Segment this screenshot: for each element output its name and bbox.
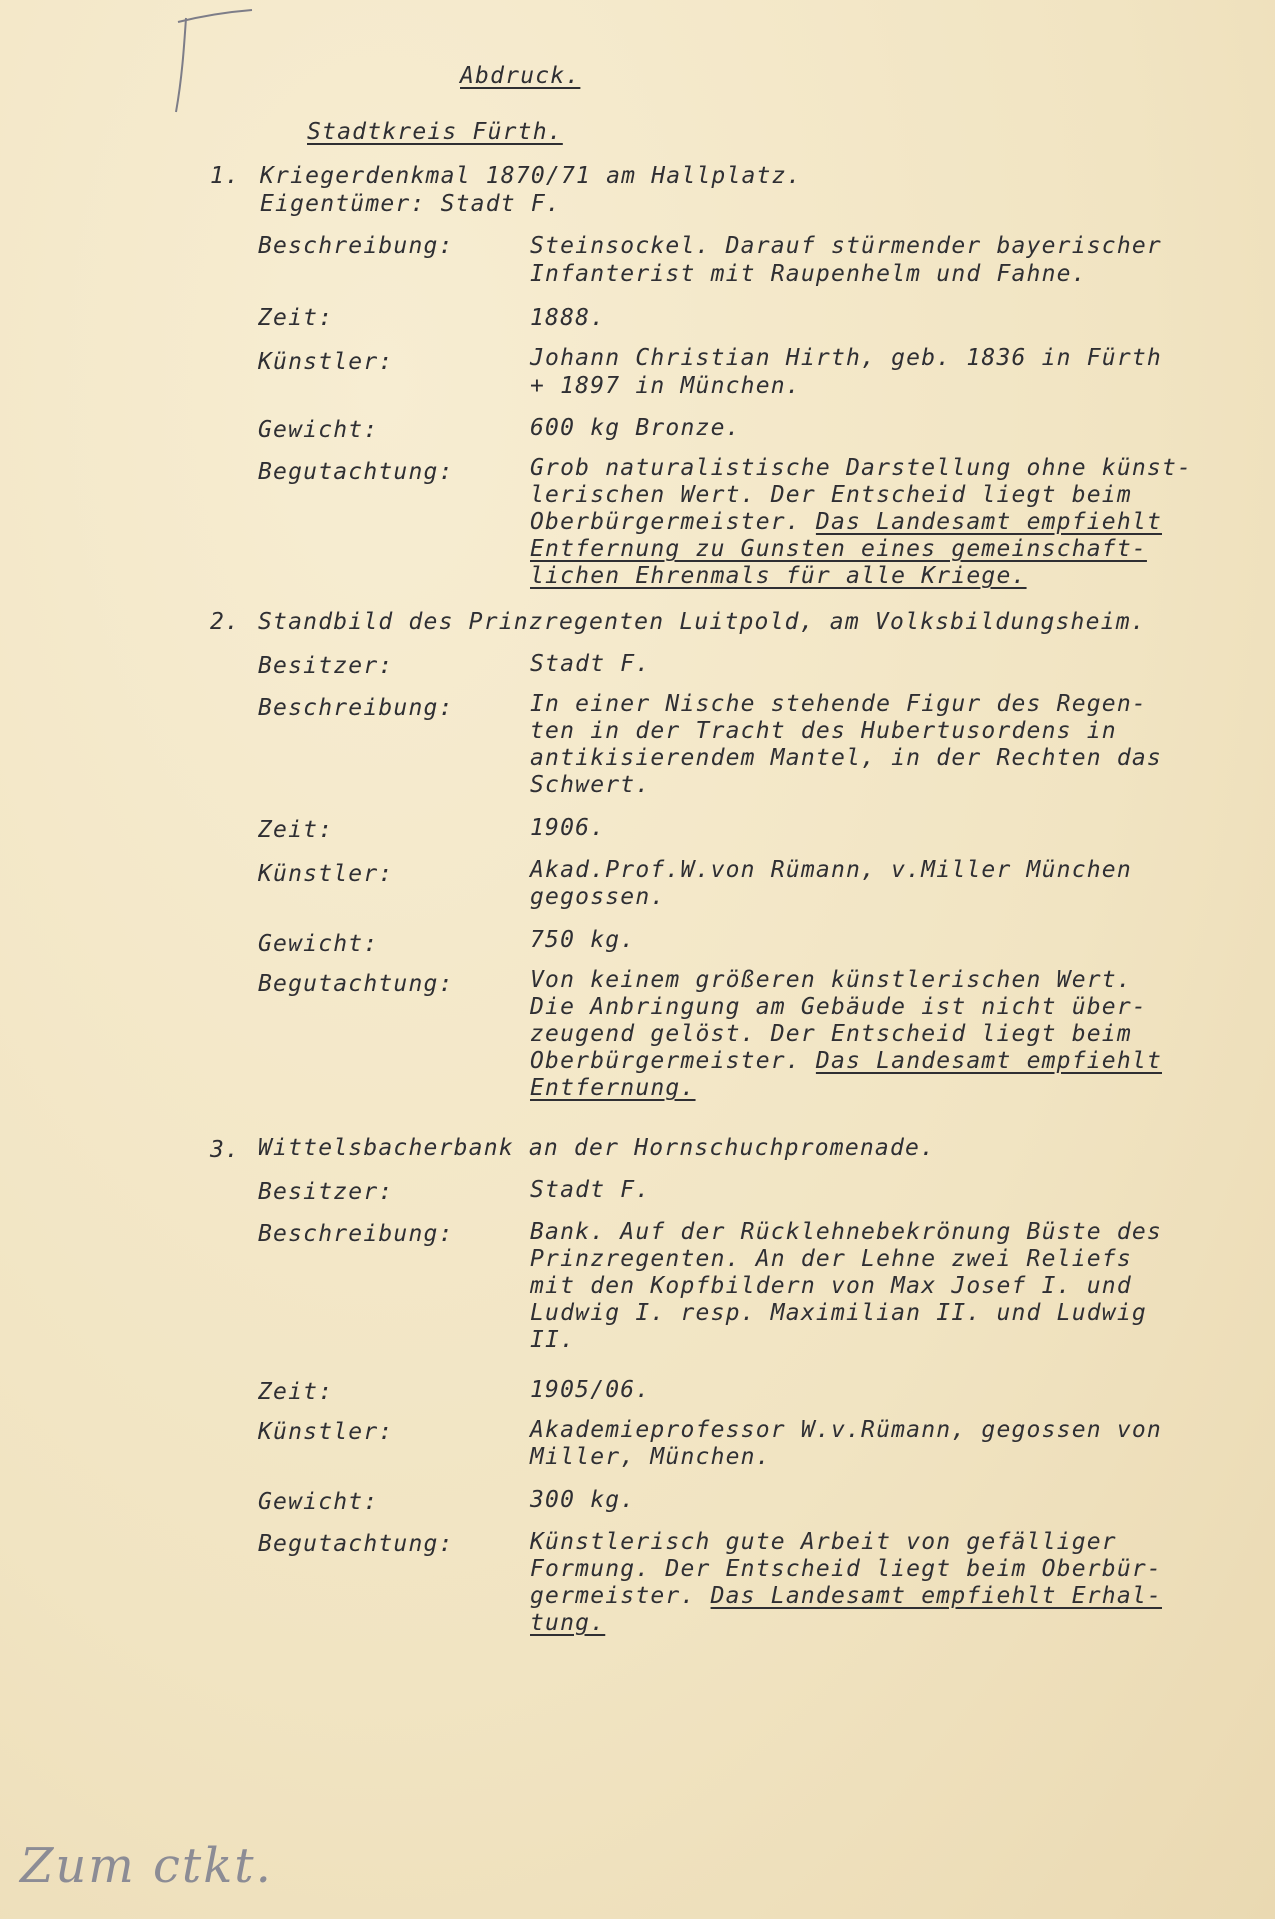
entry-3-kuenstler-line: Akademieprofessor W.v.Rümann, gegossen von bbox=[530, 1417, 1162, 1443]
entry-3-begutachtung-line bbox=[530, 1582, 1162, 1610]
entry-2-gewicht: 750 kg. bbox=[530, 927, 636, 953]
entry-3-gewicht: 300 kg. bbox=[530, 1487, 636, 1513]
entry-2-begutachtung-line bbox=[530, 1047, 1162, 1075]
entry-3-begutachtung-line: Künstlerisch gute Arbeit von gefälliger bbox=[530, 1529, 1117, 1555]
entry-2-beschreibung-line: ten in der Tracht des Hubertusordens in bbox=[530, 718, 1117, 744]
entry-2-number: 2. bbox=[210, 609, 241, 635]
begutachtung-text: germeister. bbox=[530, 1583, 711, 1609]
entry-1-begutachtung-line: lerischen Wert. Der Entscheid liegt beim bbox=[530, 482, 1132, 508]
entry-3-title: Wittelsbacherbank an der Hornschuchpromenade. bbox=[258, 1135, 936, 1161]
entry-1-kuenstler-label: Künstler: bbox=[258, 349, 394, 375]
entry-3-beschreibung-line: II. bbox=[530, 1327, 576, 1353]
begutachtung-text: Oberbürgermeister. bbox=[530, 1048, 816, 1074]
entry-2-beschreibung-label: Beschreibung: bbox=[258, 695, 454, 721]
entry-1-kuenstler-line: + 1897 in München. bbox=[530, 373, 801, 399]
entry-2-begutachtung-line: zeugend gelöst. Der Entscheid liegt beim bbox=[530, 1021, 1132, 1047]
entry-2-kuenstler-line: Akad.Prof.W.von Rümann, v.Miller München bbox=[530, 857, 1132, 883]
entry-1-number: 1. bbox=[210, 163, 241, 189]
entry-1-gewicht: 600 kg Bronze. bbox=[530, 415, 741, 441]
entry-1-begutachtung-label: Begutachtung: bbox=[258, 459, 454, 485]
entry-3-beschreibung-line: mit den Kopfbildern von Max Josef I. und bbox=[530, 1273, 1132, 1299]
handwritten-note: Zum ctkt. bbox=[20, 1838, 273, 1894]
entry-1-begutachtung-line bbox=[530, 508, 1162, 536]
entry-3-zeit: 1905/06. bbox=[530, 1377, 651, 1403]
recommendation-text: Das Landesamt empfiehlt bbox=[815, 509, 1162, 535]
entry-2-zeit: 1906. bbox=[530, 815, 606, 841]
entry-3-number: 3. bbox=[210, 1137, 241, 1163]
entry-3-beschreibung-line: Ludwig I. resp. Maximilian II. und Ludwig bbox=[530, 1300, 1147, 1326]
entry-3-beschreibung-label: Beschreibung: bbox=[258, 1221, 454, 1247]
entry-3-kuenstler-label: Künstler: bbox=[258, 1419, 394, 1445]
recommendation-text: lichen Ehrenmals für alle Kriege. bbox=[530, 563, 1027, 589]
entry-3-besitzer: Stadt F. bbox=[530, 1177, 651, 1203]
begutachtung-text: Oberbürgermeister. bbox=[530, 509, 816, 535]
entry-1-beschreibung-label: Beschreibung: bbox=[258, 233, 454, 259]
entry-3-beschreibung-line: Bank. Auf der Rücklehnebekrönung Büste des bbox=[530, 1219, 1162, 1245]
entry-3-kuenstler-line: Miller, München. bbox=[530, 1444, 771, 1470]
entry-1-zeit: 1888. bbox=[530, 305, 606, 331]
recommendation-text: Entfernung zu Gunsten eines gemeinschaft- bbox=[530, 536, 1147, 562]
entry-2-title: Standbild des Prinzregenten Luitpold, am Volksbildungsheim. bbox=[258, 609, 1146, 635]
entry-2-kuenstler-line: gegossen. bbox=[530, 884, 666, 910]
entry-3-beschreibung-line: Prinzregenten. An der Lehne zwei Reliefs bbox=[530, 1246, 1132, 1272]
entry-3-zeit-label: Zeit: bbox=[258, 1379, 334, 1405]
recommendation-text: Das Landesamt empfiehlt bbox=[815, 1048, 1162, 1074]
entry-2-kuenstler-label: Künstler: bbox=[258, 861, 394, 887]
entry-2-beschreibung-line: In einer Nische stehende Figur des Regen- bbox=[530, 691, 1147, 717]
entry-2-gewicht-label: Gewicht: bbox=[258, 931, 379, 957]
entry-2-begutachtung-label: Begutachtung: bbox=[258, 971, 454, 997]
entry-2-zeit-label: Zeit: bbox=[258, 817, 334, 843]
recommendation-text: tung. bbox=[530, 1610, 606, 1636]
entry-3-gewicht-label: Gewicht: bbox=[258, 1489, 379, 1515]
entry-2-begutachtung-line: Von keinem größeren künstlerischen Wert. bbox=[530, 967, 1132, 993]
entry-1-kuenstler-line: Johann Christian Hirth, geb. 1836 in Fürth bbox=[530, 345, 1162, 371]
entry-2-besitzer: Stadt F. bbox=[530, 651, 651, 677]
entry-3-begutachtung-line: Formung. Der Entscheid liegt beim Oberbür- bbox=[530, 1556, 1162, 1582]
entry-2-beschreibung-line: antikisierendem Mantel, in der Rechten das bbox=[530, 745, 1162, 771]
entry-1-gewicht-label: Gewicht: bbox=[258, 417, 379, 443]
pencil-mark bbox=[172, 8, 262, 118]
entry-2-besitzer-label: Besitzer: bbox=[258, 653, 394, 679]
entry-1-owner: Eigentümer: Stadt F. bbox=[260, 191, 561, 217]
recommendation-text: Entfernung. bbox=[530, 1075, 696, 1101]
entry-1-begutachtung-line: Grob naturalistische Darstellung ohne künst- bbox=[530, 455, 1193, 481]
entry-2-beschreibung-line: Schwert. bbox=[530, 772, 651, 798]
entry-3-begutachtung-label: Begutachtung: bbox=[258, 1531, 454, 1557]
entry-2-begutachtung-line: Die Anbringung am Gebäude ist nicht über- bbox=[530, 994, 1147, 1020]
district-heading: Stadtkreis Fürth. bbox=[307, 119, 563, 145]
document-heading: Abdruck. bbox=[460, 63, 581, 89]
entry-1-beschreibung-line: Infanterist mit Raupenhelm und Fahne. bbox=[530, 261, 1087, 287]
entry-1-zeit-label: Zeit: bbox=[258, 305, 334, 331]
entry-3-besitzer-label: Besitzer: bbox=[258, 1179, 394, 1205]
recommendation-text: Das Landesamt empfiehlt Erhal- bbox=[710, 1583, 1162, 1609]
entry-1-beschreibung-line: Steinsockel. Darauf stürmender bayerischer bbox=[530, 233, 1162, 259]
entry-1-title: Kriegerdenkmal 1870/71 am Hallplatz. bbox=[260, 163, 802, 189]
